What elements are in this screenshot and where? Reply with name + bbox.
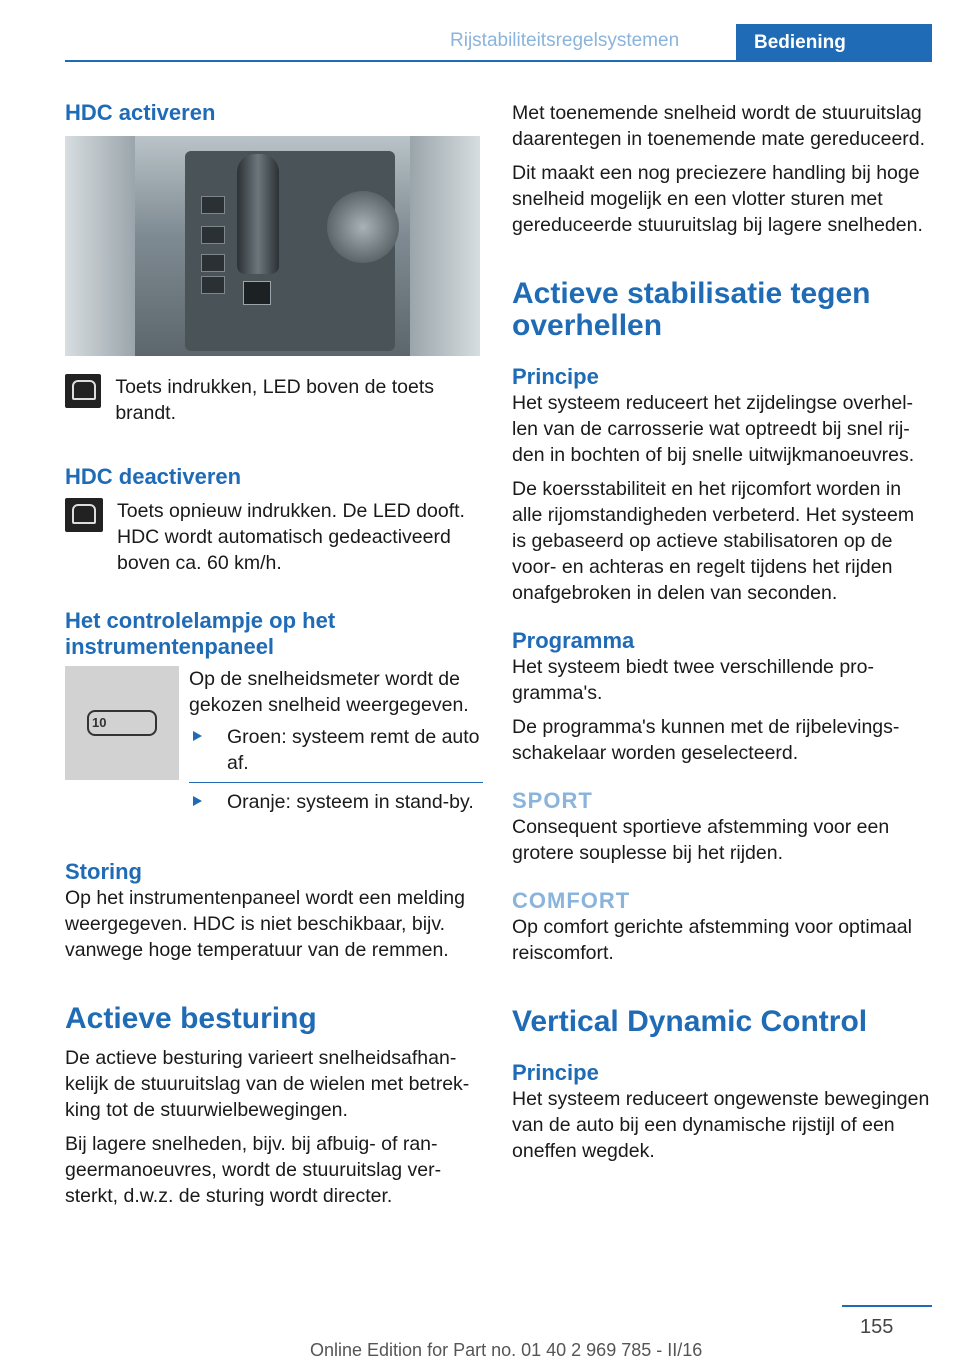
principle-text-3: Het systeem reduceert ongewenste bewegingen van de auto bij een dynamische rijstijl of een oneffen wegdek. xyxy=(512,1088,930,1162)
active-steering-text-2: Bij lagere snelheden, bijv. bij afbuig- of rangeermanoeuvres, wordt de stuuruitslag versterkt, d.w.z. de sturing wordt directer. xyxy=(65,1133,442,1207)
active-steering-heading: Actieve besturing xyxy=(65,1002,317,1035)
program-text-1: Het systeem biedt twee verschillende programma's. xyxy=(512,656,875,704)
parking-button xyxy=(243,281,271,305)
indicator-lamp-list xyxy=(189,724,483,815)
principle-heading-2: Principe xyxy=(512,1060,599,1085)
header-rule xyxy=(65,60,932,62)
steering-text-4: Dit maakt een nog preciezere handling bij hoge snelheid mogelijk en een vlotter sturen met gereduceerde stuuruitslag bij lagere snelheden. xyxy=(512,162,923,236)
indicator-lamp-heading: Het controlelampje op het instrumentenpaneel xyxy=(65,608,336,659)
header-chapter-tab: Bediening xyxy=(736,24,932,60)
triangle-bullet-icon xyxy=(193,731,202,741)
footer-rule xyxy=(842,1305,932,1307)
page-number: 155 xyxy=(860,1316,894,1338)
hdc-button-icon xyxy=(65,374,101,408)
indicator-lamp-image xyxy=(65,666,179,780)
edition-footer: Online Edition for Part no. 01 40 2 969 785 - II/16 xyxy=(310,1340,703,1360)
hdc-deactivate-heading: HDC deactiveren xyxy=(65,464,242,489)
gear-console-photo xyxy=(65,136,480,356)
hdc-deactivate-text: Toets opnieuw indrukken. De LED dooft. HDC wordt automatisch gedeactiveerd boven ca. 60 km/h. xyxy=(117,500,465,574)
hdc-activate-heading: HDC activeren xyxy=(65,100,216,125)
roll-stabilisation-heading: Actieve stabilisatie tegen overhellen xyxy=(512,277,871,342)
program-heading: Programma xyxy=(512,628,635,653)
hdc-activate-text: Toets indrukken, LED boven de toets brandt. xyxy=(115,376,435,424)
comfort-heading: COMFORT xyxy=(512,888,631,913)
sport-text: Consequent sportieve afstemming voor een grotere souplesse bij het rijden. xyxy=(512,816,890,864)
controller-knob xyxy=(327,191,399,263)
comfort-text: Op comfort gerichte afstemming voor optimaal reiscomfort. xyxy=(512,916,912,964)
vertical-dynamic-control-heading: Vertical Dynamic Control xyxy=(512,1005,868,1038)
malfunction-text: Op het instrumentenpaneel wordt een melding weergegeven. HDC is niet beschikbaar, bijv. vanwege hoge temperatuur van de remmen. xyxy=(65,887,465,961)
left-column xyxy=(65,100,483,1209)
header-section-title: Rijstabiliteitsregelsystemen xyxy=(450,30,680,51)
hdc-indicator-icon: 10 xyxy=(87,710,157,736)
indicator-lamp-text: Op de snelheidsmeter wordt de gekozen snelheid weergegeven. xyxy=(189,668,469,716)
steering-text-3: Met toenemende snelheid wordt de stuuruitslag daarentegen in toenemende mate gereduceerd. xyxy=(512,102,926,150)
sport-heading: SPORT xyxy=(512,788,593,813)
active-steering-text-1: De actieve besturing varieert snelheidsafhankelijk de stuuruitslag van de wielen met betrekking tot de stuurwielbewegingen. xyxy=(65,1047,470,1121)
right-column xyxy=(512,100,930,1164)
list-item: Groen: systeem remt de auto af. xyxy=(189,724,483,776)
malfunction-heading: Storing xyxy=(65,859,142,884)
gear-lever xyxy=(237,154,279,274)
triangle-bullet-icon xyxy=(193,796,202,806)
list-item: Oranje: systeem in stand-by. xyxy=(189,782,483,815)
principle-text-1: Het systeem reduceert het zijdelingse overhellen van de carrosserie wat optreedt bij snel rijden in bochten of bij snelle uitwijkmanoeuvres. xyxy=(512,392,915,466)
hdc-button-icon xyxy=(65,498,103,532)
principle-heading: Principe xyxy=(512,364,599,389)
principle-text-2: De koersstabiliteit en het rijcomfort worden in alle rijomstandigheden verbeterd. Het systeem is gebaseerd op actieve stabilisatoren op de voor- en achteras en regelt tijdens het rijden onafgebroken in delen van seconden. xyxy=(512,478,915,604)
program-text-2: De programma's kunnen met de rijbelevingsschakelaar worden geselecteerd. xyxy=(512,716,900,764)
